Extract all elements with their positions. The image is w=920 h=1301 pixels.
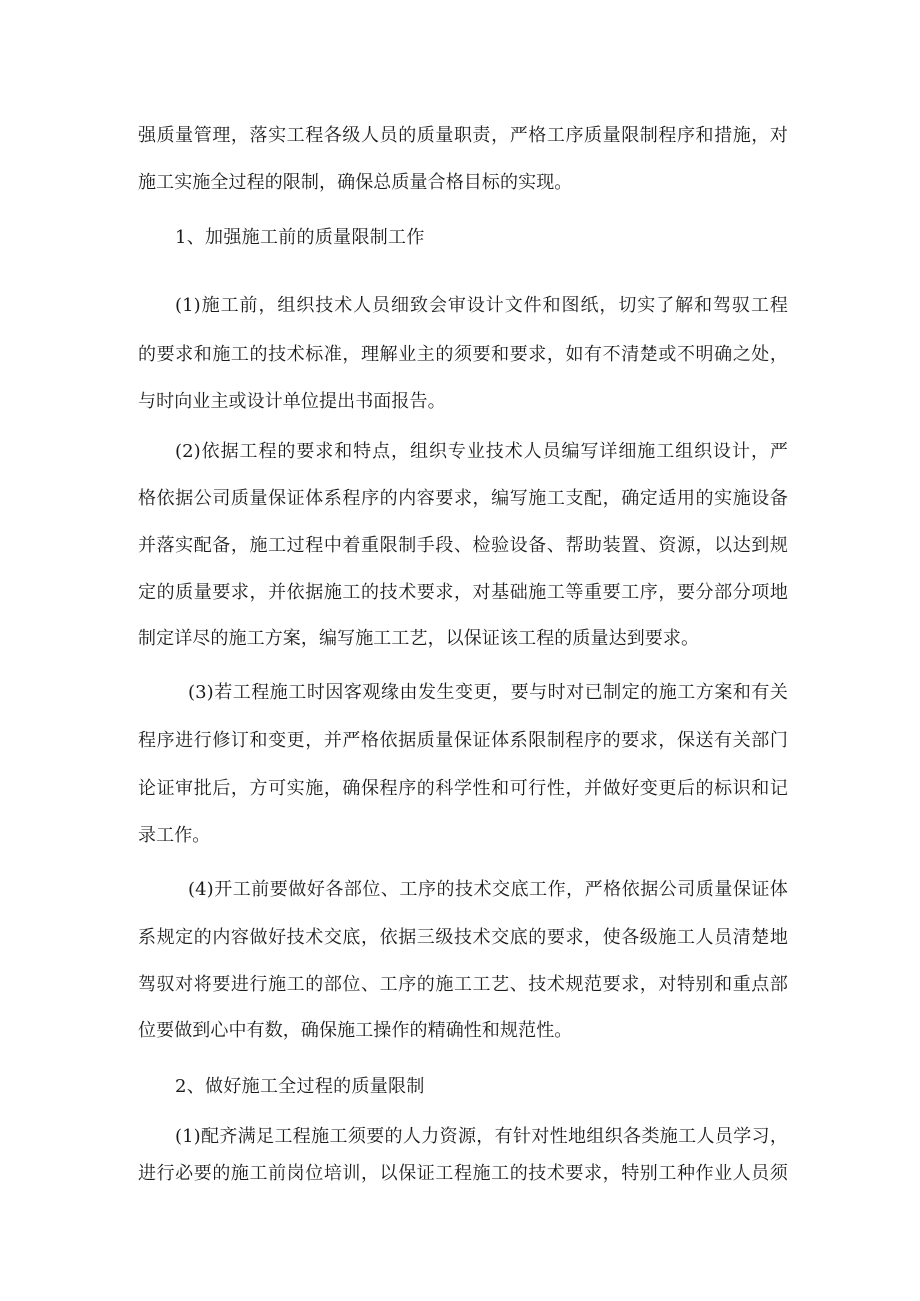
text-line: 格依据公司质量保证体系程序的内容要求，编写施工支配，确定适用的实施设备 (138, 488, 788, 509)
text-line: (2)依据工程的要求和特点，组织专业技术人员编写详细施工组织设计，严 (175, 441, 788, 462)
text-line: 驾驭对将要进行施工的部位、工序的施工工艺、技术规范要求，对特别和重点部 (138, 974, 788, 995)
text-line: (4)开工前要做好各部位、工序的技术交底工作，严格依据公司质量保证体 (188, 879, 788, 900)
section-heading: 1、加强施工前的质量限制工作 (175, 227, 425, 248)
text-line: 施工实施全过程的限制，确保总质量合格目标的实现。 (138, 172, 573, 193)
text-line: 进行必要的施工前岗位培训，以保证工程施工的技术要求，特别工种作业人员须 (138, 1163, 788, 1184)
text-line: (1)施工前，组织技术人员细致会审设计文件和图纸，切实了解和驾驭工程 (175, 295, 788, 316)
text-line: 强质量管理，落实工程各级人员的质量职责，严格工序质量限制程序和措施，对 (138, 125, 788, 146)
text-line: (1)配齐满足工程施工须要的人力资源，有针对性地组织各类施工人员学习， (175, 1126, 788, 1147)
text-line: 的要求和施工的技术标准，理解业主的须要和要求，如有不清楚或不明确之处， (138, 344, 788, 365)
text-line: 录工作。 (138, 825, 211, 846)
text-line: (3)若工程施工时因客观缘由发生变更，要与时对已制定的施工方案和有关 (188, 682, 788, 703)
text-line: 系规定的内容做好技术交底，依据三级技术交底的要求，使各级施工人员清楚地 (138, 927, 788, 948)
text-line: 论证审批后，方可实施，确保程序的科学性和可行性，并做好变更后的标识和记 (138, 778, 788, 799)
text-line: 位要做到心中有数，确保施工操作的精确性和规范性。 (138, 1020, 573, 1041)
text-line: 与时向业主或设计单位提出书面报告。 (138, 391, 446, 412)
text-line: 制定详尽的施工方案，编写施工工艺，以保证该工程的质量达到要求。 (138, 628, 700, 649)
text-line: 并落实配备，施工过程中着重限制手段、检验设备、帮助装置、资源，以达到规 (138, 535, 788, 556)
text-line: 程序进行修订和变更，并严格依据质量保证体系限制程序的要求，保送有关部门 (138, 730, 788, 751)
section-heading: 2、做好施工全过程的质量限制 (175, 1076, 425, 1097)
text-line: 定的质量要求，并依据施工的技术要求，对基础施工等重要工序，要分部分项地 (138, 582, 788, 603)
